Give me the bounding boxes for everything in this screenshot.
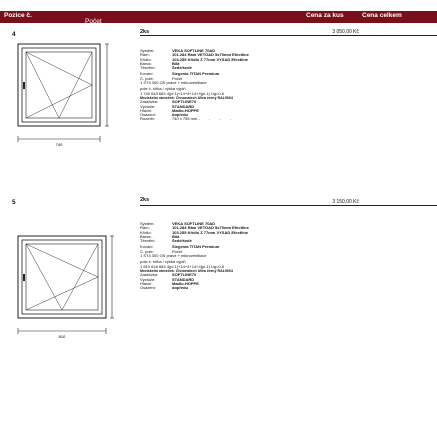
header-count: Počet [85,18,102,25]
header-position: Pozice č. [4,12,32,19]
window-drawing [4,234,134,346]
item-number: 4 [12,31,16,38]
item-spec: Systém: VEKA SOFTLINE 70AD Rám: 101.284 Rám VETOAD 5x70mm Efectline Křídlo: 103.255 Křídlo Z 77mm VYSAD Efectline Barva: Bílá Těsnění: Šedé/šedé Kování: Siegenia TITAN Premium Č. pole: Počet 1 ST4 300 OS pravé + mikroventilace pole č. šířka / výška výplň 1 740 643 683 4(pl.1)+14+4+14+4(pl.1) Ug=0,6 Meziskelní rámeček: Chromatech Ultra černý RAL9004 Zasklívka: SOFTLINE70 Výztuže: STANDARD Hlavní: Madlo-HOPPE Osazení: dopředu Rozměr: 740 x 755 mm - - - - [140,49,249,122]
window-drawing [4,42,134,154]
table-header [0,11,437,23]
item-number: 5 [12,199,16,206]
item-separator [140,205,437,206]
item-price: 3 150,00 Kč [332,199,359,205]
width-label: 810 [58,334,66,339]
item-separator [140,35,437,36]
header-price-total: Cena celkem [362,12,402,19]
width-label: 740 [55,142,63,147]
item-spec: Systém: VEKA SOFTLINE 70AD Rám: 101.284 Rám VETOAD 5x70mm Efectline Křídlo: 103.255 Křídlo Z 77mm VYSAD Efectline Barva: Bílá Těsnění: Šedé/šedé Kování: Siegenia TITAN Premium Č. pole: Počet 1 ST4 300 OS pravé + mikroventilace pole č. šířka / výška výplň 1 810 618 683 4(pl.1)+14+4+14+4(pl.1) Ug=0,6 Meziskelní rámeček: Chromatech Ultra černý RAL9004 Zasklívka: SOFTLINE70 Výztuže: STANDARD Hlavní: Madlo-HOPPE Osazení: dopředu [140,222,249,291]
item-quantity: 2ks [140,29,150,35]
item-quantity: 2ks [140,197,150,203]
item-price: 3 050,00 Kč [332,29,359,35]
header-price-unit: Cena za kus [306,12,344,19]
